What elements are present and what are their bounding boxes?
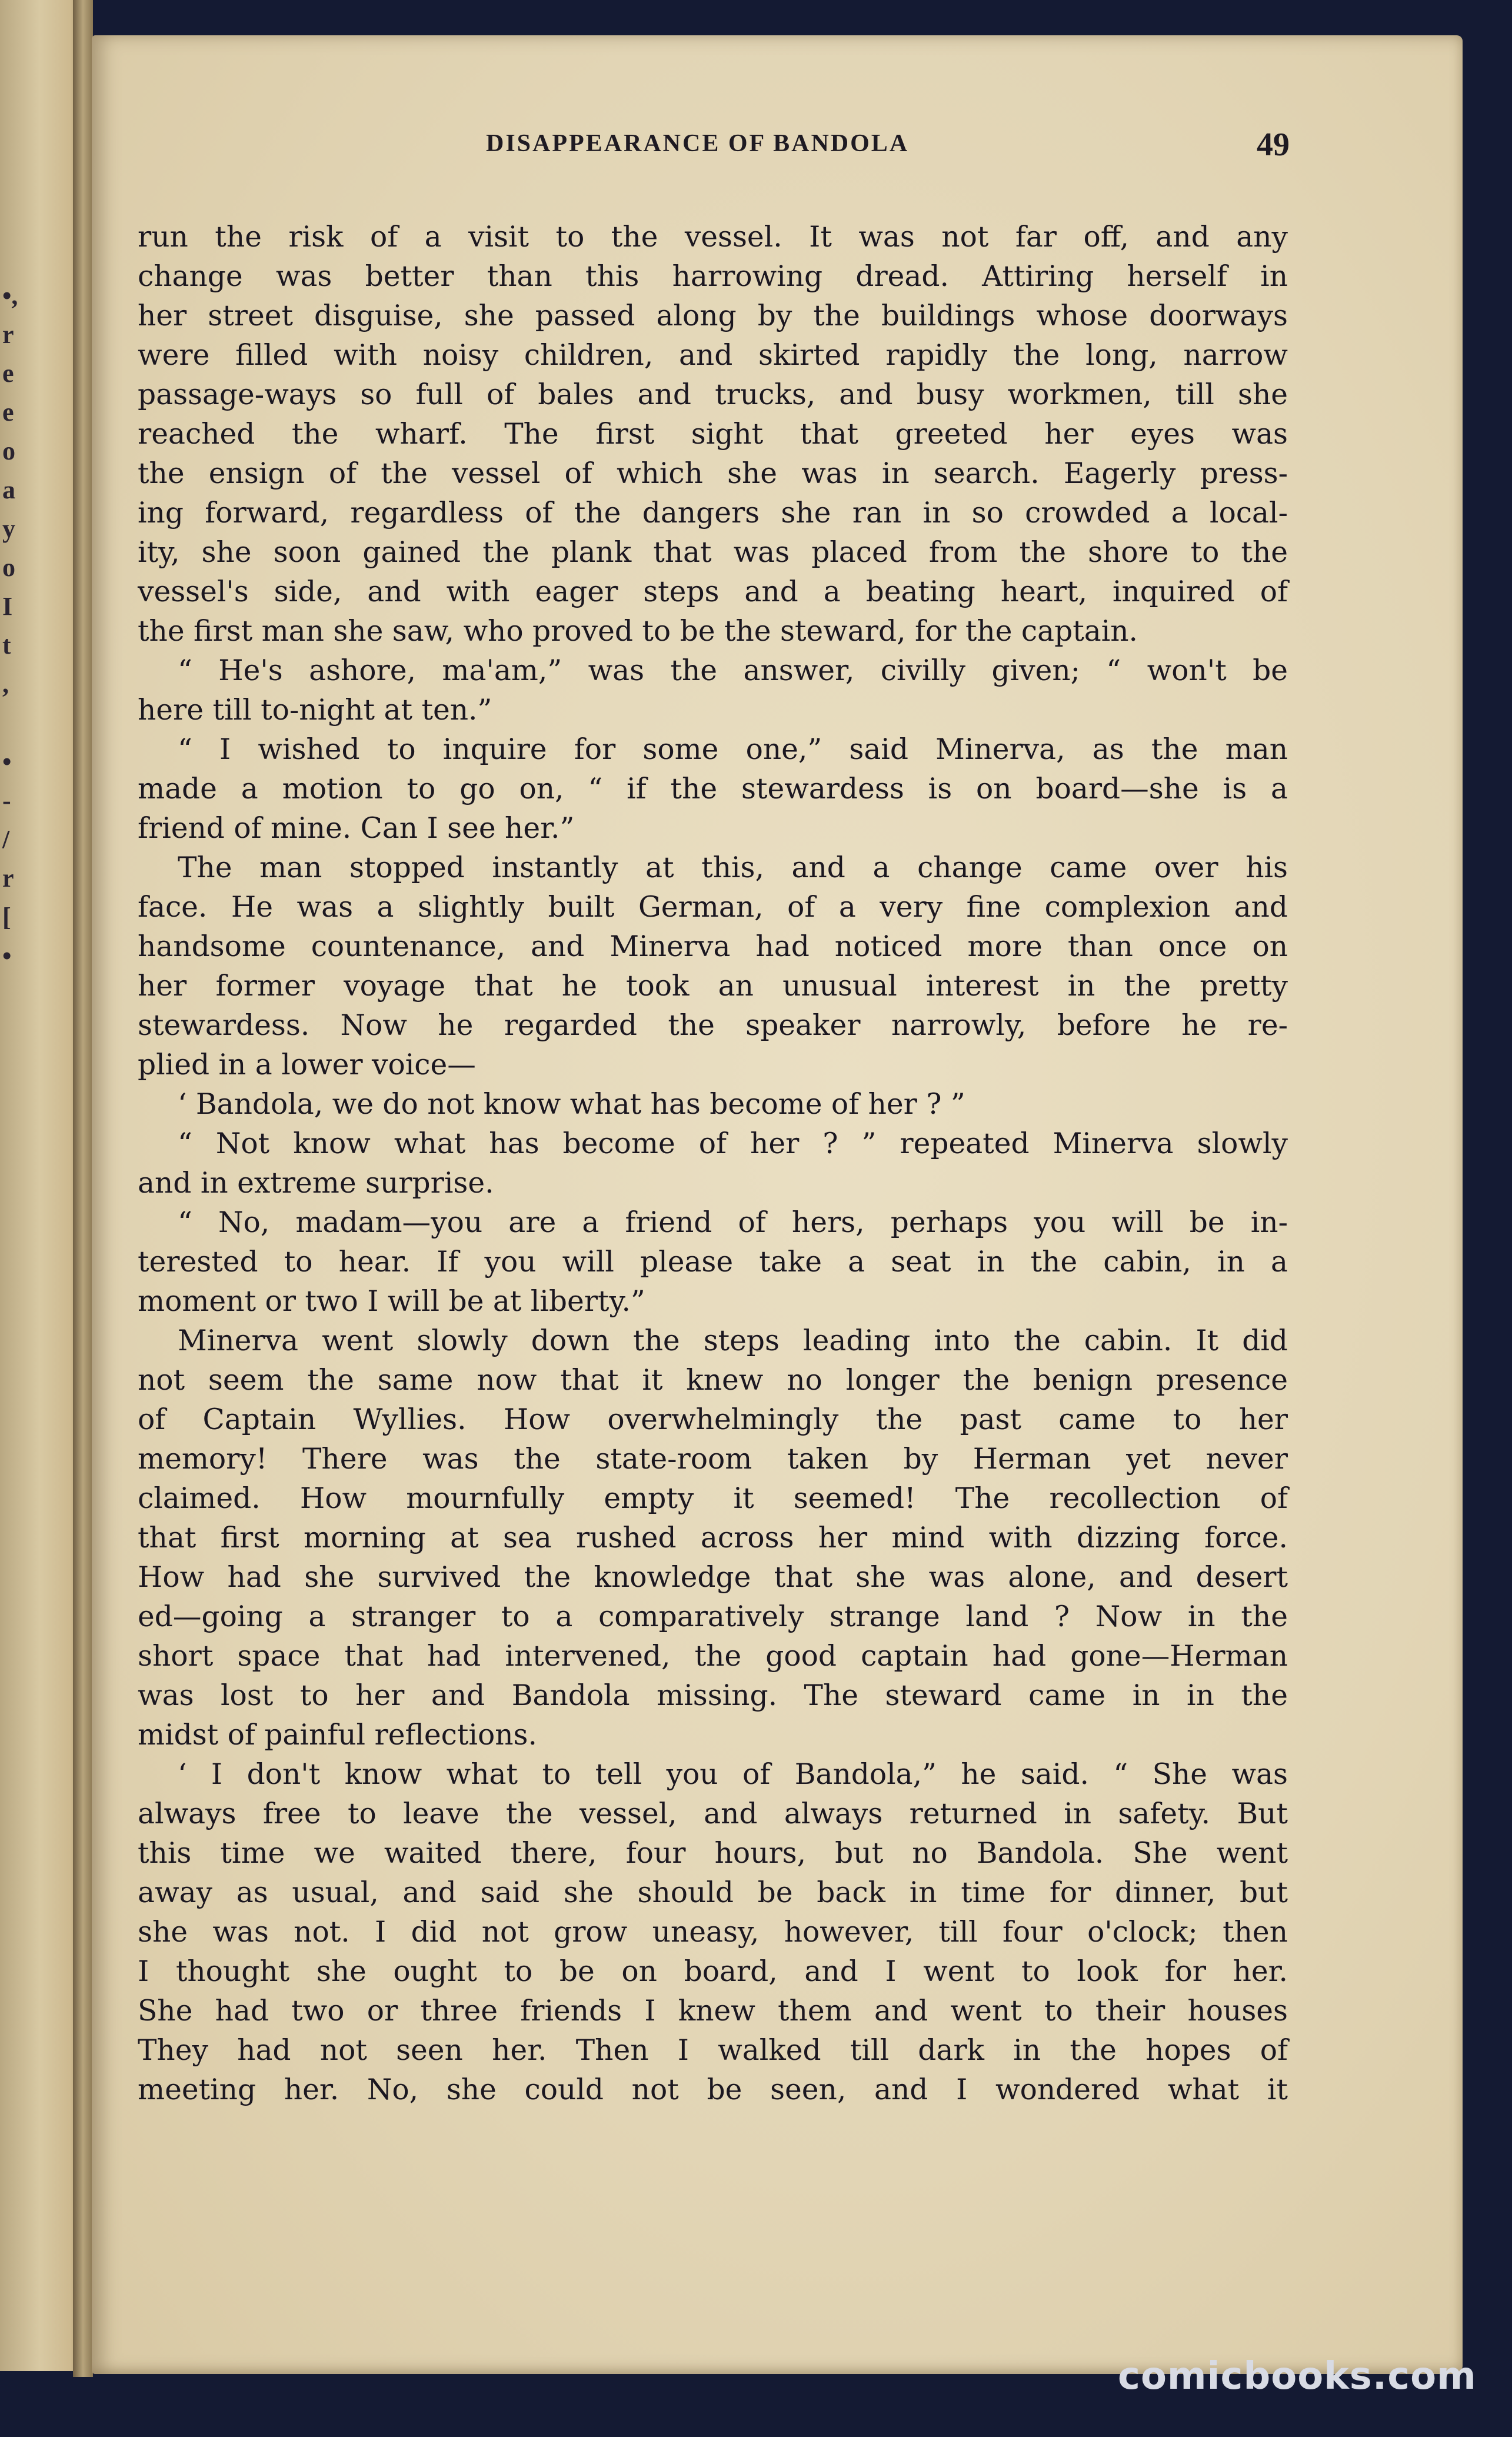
text-line: “ He's ashore, ma'am,” was the answer, civilly given; “ won't be [178,654,1288,687]
text-line: away as usual, and said she should be back in time for dinner, but [138,1876,1288,1909]
text-line: and in extreme surprise. [138,1167,494,1200]
book-binding [73,0,93,2377]
text-line: not seem the same now that it knew no longer the benign presence [138,1364,1288,1397]
text-line: memory! There was the state-room taken by Herman yet never [138,1443,1288,1476]
text-line: Minerva went slowly down the steps leading into the cabin. It did [178,1324,1288,1357]
text-line: that first morning at sea rushed across her mind with dizzing force. [138,1522,1288,1554]
chapter-title: DISAPPEARANCE OF BANDOLA [486,130,910,157]
text-line: ing forward, regardless of the dangers she ran in so crowded a local- [138,497,1288,530]
text-line: short space that had intervened, the good captain had gone—Herman [138,1640,1288,1673]
text-line: run the risk of a visit to the vessel. It was not far off, and any [138,221,1288,254]
text-line: handsome countenance, and Minerva had noticed more than once on [138,930,1288,963]
body-text [138,218,1288,2110]
page-number: 49 [1257,126,1290,163]
text-line: ity, she soon gained the plank that was placed from the shore to the [138,536,1288,569]
text-line: How had she survived the knowledge that she was alone, and desert [138,1561,1288,1594]
text-line: claimed. How mournfully empty it seemed! The recollection of [138,1482,1288,1515]
text-line: change was better than this harrowing dread. Attiring herself in [138,260,1288,293]
running-head [92,126,1463,171]
text-line: her former voyage that he took an unusual interest in the pretty [138,970,1288,1003]
text-line: I thought she ought to be on board, and I went to look for her. [138,1955,1288,1988]
text-line: They had not seen her. Then I walked till dark in the hopes of [138,2034,1288,2067]
text-line: “ Not know what has become of her ? ” repeated Minerva slowly [178,1127,1288,1160]
text-line: “ I wished to inquire for some one,” said Minerva, as the man [178,733,1288,766]
text-line: vessel's side, and with eager steps and a beating heart, inquired of [138,575,1288,608]
text-line: were filled with noisy children, and skirted rapidly the long, narrow [138,339,1288,372]
text-line: passage-ways so full of bales and trucks, and busy workmen, till she [138,378,1288,411]
text-line: she was not. I did not grow uneasy, however, till four o'clock; then [138,1916,1288,1949]
text-line: the ensign of the vessel of which she was in search. Eagerly press- [138,457,1288,490]
text-line: her street disguise, she passed along by the buildings whose doorways [138,299,1288,332]
text-line: The man stopped instantly at this, and a change came over his [178,851,1288,884]
text-line: of Captain Wyllies. How overwhelmingly the past came to her [138,1403,1288,1436]
text-line: moment or two I will be at liberty.” [138,1285,645,1318]
text-line: this time we waited there, four hours, but no Bandola. She went [138,1837,1288,1870]
text-line: meeting her. No, she could not be seen, and I wondered what it [138,2073,1288,2106]
text-line: made a motion to go on, “ if the stewardess is on board—she is a [138,773,1288,805]
text-line: “ No, madam—you are a friend of hers, perhaps you will be in- [178,1206,1288,1239]
text-line: midst of painful reflections. [138,1719,537,1752]
text-line: She had two or three friends I knew them and went to their houses [138,1995,1288,2027]
text-line: was lost to her and Bandola missing. The steward came in in the [138,1679,1288,1712]
book-page [92,35,1463,2374]
text-line: terested to hear. If you will please take a seat in the cabin, in a [138,1246,1288,1279]
text-line: ed—going a stranger to a comparatively strange land ? Now in the [138,1600,1288,1633]
text-line: plied in a lower voice— [138,1048,476,1081]
left-page-edge-letters: •, r e e o a y o I t , • - / r [ • [2,281,18,970]
text-line: here till to-night at ten.” [138,694,492,727]
text-line: ‘ I don't know what to tell you of Bandola,” he said. “ She was [178,1758,1288,1791]
text-line: face. He was a slightly built German, of a very fine complexion and [138,891,1288,924]
text-line: ‘ Bandola, we do not know what has become of her ? ” [178,1088,965,1121]
text-line: reached the wharf. The first sight that greeted her eyes was [138,418,1288,451]
site-watermark: comicbooks.com [1118,2355,1477,2398]
text-line: always free to leave the vessel, and always returned in safety. But [138,1797,1288,1830]
text-line: stewardess. Now he regarded the speaker narrowly, before he re- [138,1009,1288,1042]
text-line: the first man she saw, who proved to be the steward, for the captain. [138,615,1138,648]
text-line: friend of mine. Can I see her.” [138,812,575,845]
